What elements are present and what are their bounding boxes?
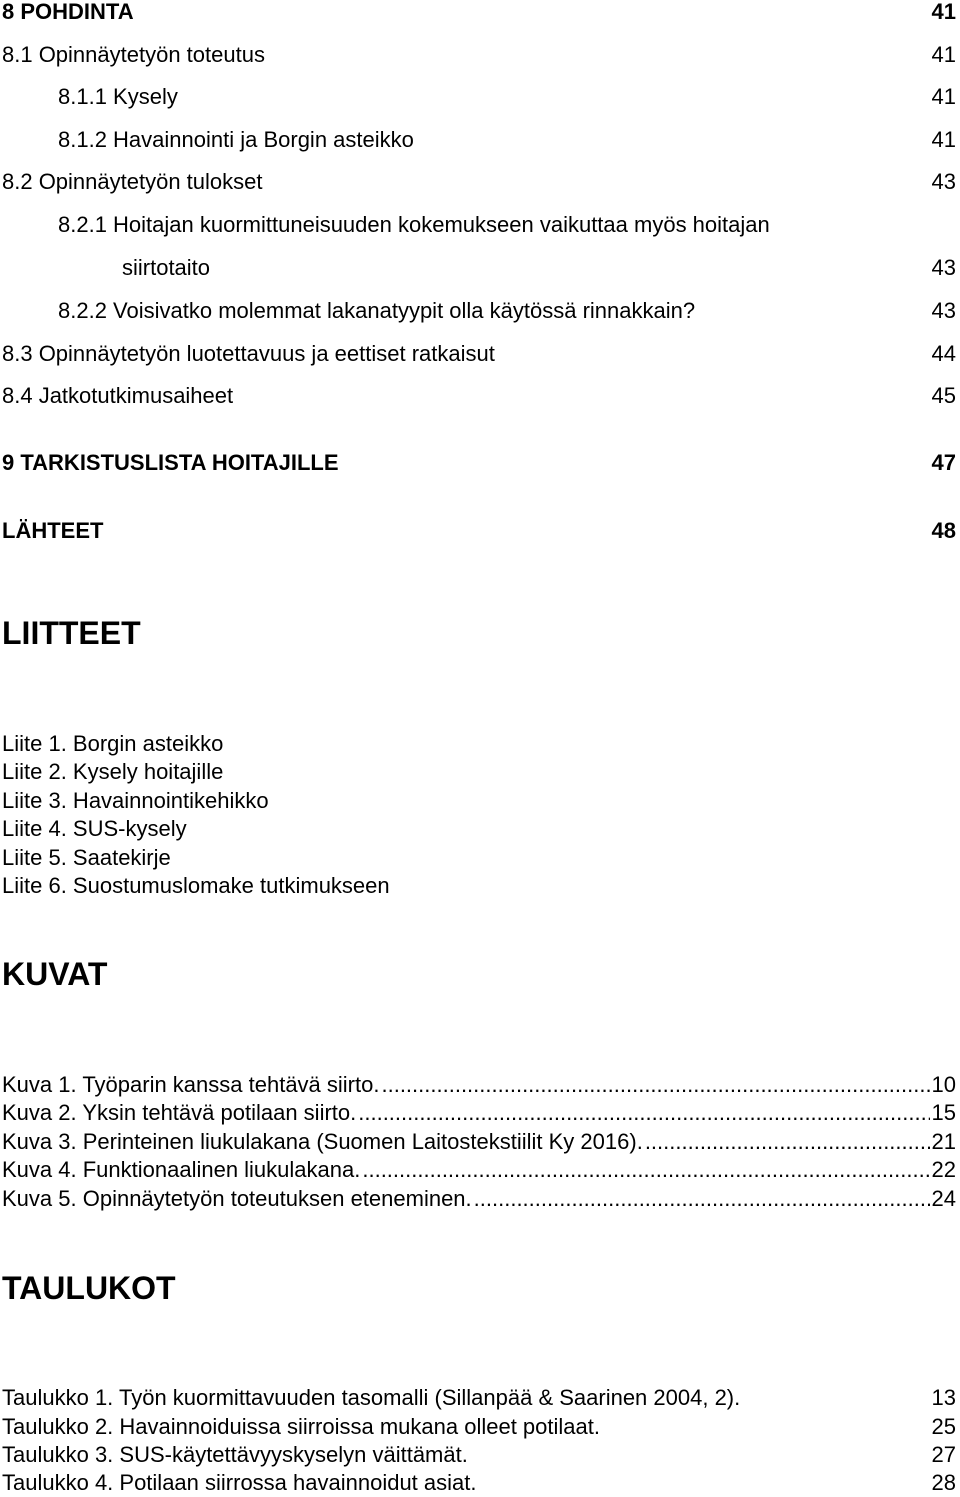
toc-entry-page: 48 [931, 518, 956, 543]
table-entry-page: 27 [931, 1442, 956, 1467]
toc-entry-title: 8.2.2 Voisivatko molemmat lakanatyypit olla käytössä rinnakkain? [58, 298, 696, 323]
toc-entry-title: 8.1 Opinnäytetyön toteutus [2, 42, 265, 67]
table-entry-page: 13 [931, 1385, 956, 1410]
toc-entry-title: 8.2.1 Hoitajan kuormittuneisuuden kokemukseen vaikuttaa myös hoitajan [58, 212, 770, 237]
table-entry-title: Taulukko 2. Havainnoiduissa siirroissa mukana olleet potilaat. [2, 1414, 600, 1439]
table-entry[interactable] [2, 1468, 956, 1497]
figure-entry-title: Kuva 2. Yksin tehtävä potilaan siirto. [2, 1100, 357, 1125]
toc-entry-title: 8.1.2 Havainnointi ja Borgin asteikko [58, 127, 414, 152]
toc-entry-page: 47 [931, 450, 956, 475]
toc-entry[interactable] [0, 0, 956, 27]
table-entry-page: 28 [931, 1470, 956, 1495]
toc-entry[interactable] [0, 125, 956, 155]
toc-entry-title: 8.4 Jatkotutkimusaiheet [2, 383, 234, 408]
figure-entry-page: 21 [931, 1129, 956, 1154]
figure-entry-title: Kuva 1. Työparin kanssa tehtävä siirto. [2, 1072, 380, 1097]
toc-entry[interactable] [0, 339, 956, 369]
toc-entry-page: 43 [931, 255, 956, 280]
table-entry-page: 25 [931, 1414, 956, 1439]
figure-entry-page: 22 [931, 1157, 956, 1182]
dot-leader [381, 1070, 929, 1099]
figure-entry[interactable] [2, 1184, 956, 1213]
toc-entry-title: 8 POHDINTA [2, 0, 134, 24]
figure-entry-page: 15 [931, 1100, 956, 1125]
list-item: Liite 3. Havainnointikehikko [2, 788, 269, 813]
toc-entry-page: 41 [931, 84, 956, 109]
toc-entry-page: 41 [931, 0, 956, 24]
dot-leader [474, 1184, 930, 1213]
toc-entry-title: siirtotaito [122, 255, 211, 280]
toc-entry-title: 8.2 Opinnäytetyön tulokset [2, 169, 263, 194]
toc-entry[interactable] [0, 210, 956, 240]
list-item: Liite 5. Saatekirje [2, 845, 171, 870]
toc-entry[interactable] [0, 253, 956, 283]
table-entry-title: Taulukko 3. SUS-käytettävyyskyselyn väittämät. [2, 1442, 468, 1467]
toc-entry-page: 45 [931, 383, 956, 408]
table-entry-title: Taulukko 4. Potilaan siirrossa havainnoidut asiat. [2, 1470, 477, 1495]
figure-entry-title: Kuva 5. Opinnäytetyön toteutuksen eteneminen. [2, 1186, 472, 1211]
figure-entry-page: 24 [931, 1186, 956, 1211]
figure-entry-title: Kuva 3. Perinteinen liukulakana (Suomen Laitostekstiilit Ky 2016). [2, 1129, 643, 1154]
table-entry[interactable] [2, 1412, 956, 1441]
toc-entry-title: 8.1.1 Kysely [58, 84, 178, 109]
dot-leader [645, 1127, 930, 1156]
figure-entry-page: 10 [931, 1072, 956, 1097]
table-entry[interactable] [2, 1440, 956, 1469]
toc-entry-page: 41 [931, 42, 956, 67]
toc-entry-title: 8.3 Opinnäytetyön luotettavuus ja eettiset ratkaisut [2, 341, 495, 366]
figure-entry[interactable] [2, 1127, 956, 1156]
figure-entry[interactable] [2, 1070, 956, 1099]
taulukot-heading: TAULUKOT [2, 1270, 176, 1306]
figure-entry-title: Kuva 4. Funktionaalinen liukulakana. [2, 1157, 361, 1182]
figure-entry[interactable] [2, 1155, 956, 1184]
toc-entry-page: 43 [931, 298, 956, 323]
kuvat-heading: KUVAT [2, 956, 108, 992]
list-item: Liite 6. Suostumuslomake tutkimukseen [2, 873, 390, 898]
table-entry[interactable] [2, 1383, 956, 1412]
table-entry-title: Taulukko 1. Työn kuormittavuuden tasomalli (Sillanpää & Saarinen 2004, 2). [2, 1385, 741, 1410]
dot-leader [362, 1155, 929, 1184]
toc-entry[interactable] [0, 82, 956, 112]
toc-entry-page: 41 [931, 127, 956, 152]
dot-leader [358, 1098, 929, 1127]
list-item: Liite 4. SUS-kysely [2, 816, 187, 841]
toc-entry[interactable] [0, 516, 956, 546]
toc-entry[interactable] [0, 448, 956, 478]
toc-entry[interactable] [0, 381, 956, 411]
liitteet-heading: LIITTEET [2, 615, 141, 651]
toc-entry-title: 9 TARKISTUSLISTA HOITAJILLE [2, 450, 339, 475]
toc-entry[interactable] [0, 40, 956, 70]
list-item: Liite 1. Borgin asteikko [2, 731, 224, 756]
toc-entry-page: 44 [931, 341, 956, 366]
toc-entry-title: LÄHTEET [2, 518, 104, 543]
toc-entry[interactable] [0, 167, 956, 197]
toc-entry-page: 43 [931, 169, 956, 194]
list-item: Liite 2. Kysely hoitajille [2, 759, 224, 784]
toc-entry[interactable] [0, 296, 956, 326]
figure-entry[interactable] [2, 1098, 956, 1127]
